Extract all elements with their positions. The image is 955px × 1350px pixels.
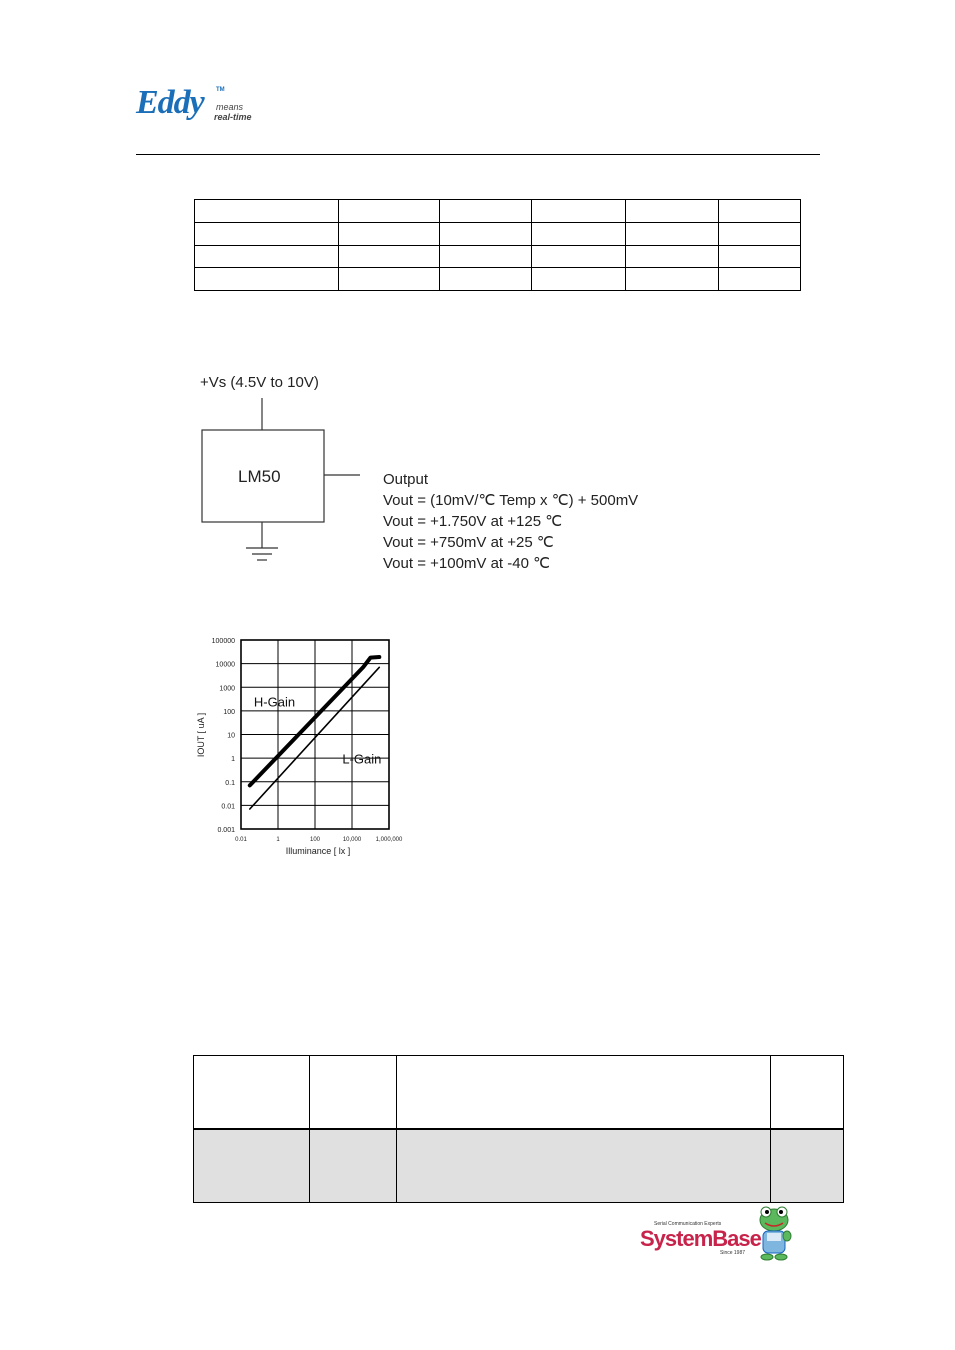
table-header-row (194, 1056, 844, 1130)
y-tick-label: 1000 (219, 685, 235, 693)
output-line-1: Output (383, 471, 429, 488)
logo-means: means (216, 102, 244, 112)
output-line-5: Vout = +100mV at -40 ℃ (383, 555, 550, 572)
chip-label: LM50 (238, 467, 281, 486)
table-row (195, 200, 801, 223)
logo-wordmark: Eddy (136, 84, 204, 121)
table-row (194, 1129, 844, 1203)
x-tick-label: 1 (276, 837, 280, 843)
y-tick-label: 0.01 (221, 803, 235, 811)
y-tick-label: 0.001 (217, 827, 235, 834)
series-label-l-gain: L-Gain (342, 751, 382, 767)
header-rule (136, 154, 820, 155)
footer-since: Since 1987 (720, 1250, 746, 1256)
y-tick-label: 10000 (215, 661, 235, 669)
eddy-logo (136, 84, 266, 128)
footer-tagline: Serial Communication Experts (654, 1221, 722, 1227)
footer-brand: SystemBase (640, 1226, 761, 1251)
spec-table (194, 199, 801, 291)
output-line-3: Vout = +1.750V at +125 ℃ (383, 513, 563, 530)
output-line-2: Vout = (10mV/℃ Temp x ℃) + 500mV (383, 492, 639, 509)
y-axis-label: IOUT [ uA ] (196, 712, 206, 758)
y-tick-label: 100 (223, 708, 235, 716)
info-table (193, 1055, 844, 1203)
x-axis-label: Illuminance [ lx ] (285, 846, 351, 856)
table-row (195, 268, 801, 291)
output-line-4: Vout = +750mV at +25 ℃ (383, 534, 554, 551)
y-tick-label: 1 (231, 756, 235, 764)
logo-trademark: TM (216, 87, 225, 93)
illuminance-chart (192, 630, 422, 870)
logo-realtime: real-time (214, 112, 252, 122)
x-tick-label: 10,000 (342, 837, 362, 843)
y-tick-label: 0.1 (225, 779, 235, 787)
y-tick-label: 10 (227, 732, 235, 740)
x-tick-label: 100 (309, 837, 321, 843)
supply-label: +Vs (4.5V to 10V) (200, 374, 319, 391)
frog-mascot-icon (754, 1204, 794, 1264)
x-tick-label: 0.01 (235, 837, 247, 843)
x-tick-label: 1,000,000 (375, 837, 403, 843)
lm50-circuit-diagram (190, 368, 670, 583)
table-row (195, 222, 801, 245)
ground-icon (246, 548, 278, 560)
series-label-h-gain: H-Gain (253, 694, 296, 710)
table-row (195, 245, 801, 268)
systembase-logo (638, 1200, 798, 1266)
y-tick-label: 100000 (211, 638, 235, 645)
